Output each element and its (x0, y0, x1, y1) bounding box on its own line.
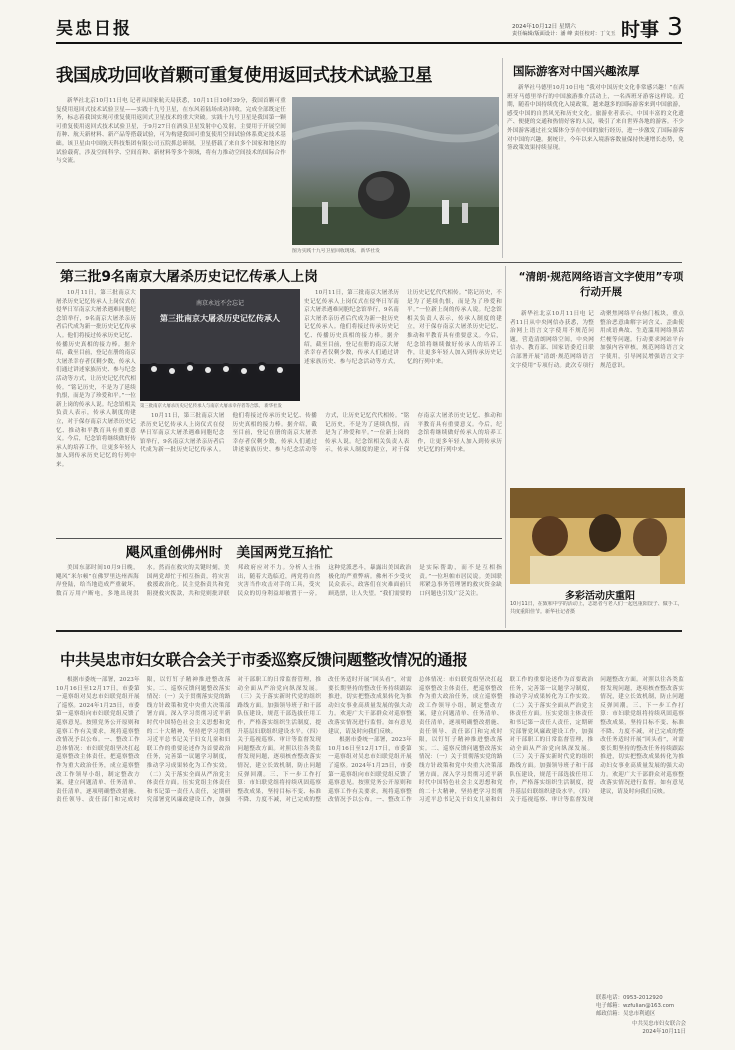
elderly-activity-scene (510, 488, 685, 584)
tourism-body: 新华社马德里10月10日电 “我对中国历史文化非常感兴趣！”在西班牙马德里举行的中国旅游推介活动上，一名西班牙游客这样说。近期，随着中国持续优化入境政策，越来越多的国际游客来到中国旅游，感受中国的自然风光和历史文化。旅游业者表示，中国丰富的文化遗产、便捷的交通和热情好客的人民，吸引了来自世界各地的游客。不少外国游客通过社交媒体分享在中国的旅行经历，进一步激发了国际游客对中国的兴趣。据统计，今年以来入境游客数量保持快速增长态势，免签政策效果持续显现。 (507, 85, 684, 152)
section-rule (56, 262, 682, 263)
issue-date: 2024年10月12日 星期六 (512, 24, 576, 30)
contact-email: 电子邮箱：wzfulian@163.com (596, 1003, 675, 1009)
inspection-body: 根据市委统一部署，2023年10月16日至12月17日，市委第一巡察组对吴忠市妇联党组开展了巡察。2024年1月25日，市委第一巡察组向市妇联党组反馈了巡察意见。按照党务公开原则和巡察工作有关要求，现将巡察整改情况予以公布。一、整改工作总体情况：市妇联党组坚决扛起巡察整改主体责任，把巡察整改作为重大政治任务，成立巡察整改工作领导小组，制定整改方案，建立问题清单、任务清单、责任清单，逐项明确整改措施、责任领导、责任部门和完成时限，以钉钉子精神推进整改落实。二、巡察反馈问题整改落实情况：（一）关于贯彻落实党的路线方针政策和党中央重大决策部署方面。深入学习贯彻习近平新时代中国特色社会主义思想和党的二十大精神，坚持把学习贯彻习近平总书记关于妇女儿童和妇联工作的重要论述作为首要政治任务，完善第一议题学习制度，推动学习成果转化为工作实效。（二）关于落实全面从严治党主体责任方面。压实党组主体责任和书记第一责任人责任，定期研究部署党风廉政建设工作，加强对干部职工的日常监督管理，推动全面从严治党向纵深发展。（三）关于落实新时代党的组织路线方面。加强领导班子和干部队伍建设，规范干部选拔任用工作，严格落实组织生活制度，提升基层妇联组织建设水平。（四）关于巡视巡察、审计等监督发现问题整改方面。对照以往各类监督发现问题，逐项核查整改落实情况，建立长效机制，防止问题反弹回潮。三、下一步工作打算：市妇联党组将持续巩固巡察整改成果，坚持目标不变、标准不降、力度不减，对已完成的整改任务适时开展“回头看”，对需要长期坚持的整改任务持续跟踪推进，切实把整改成果转化为推动妇女事业高质量发展的强大动力。欢迎广大干部群众对巡察整改落实情况进行监督。如有意见建议，请及时向我们反映。 根据市委统一部署，2023年10月16日至12月17日，市委第一巡察组对吴忠市妇联党组开展了巡察。2024年1月25日，市委第一巡察组向市妇联党组反馈了巡察意见。按照党务公开原则和巡察工作有关要求，现将巡察整改情况予以公布。一、整改工作总体情况：市妇联党组坚决扛起巡察整改主体责任，把巡察整改作为重大政治任务，成立巡察整改工作领导小组，制定整改方案，建立问题清单、任务清单、责任清单，逐项明确整改措施、责任领导、责任部门和完成时限，以钉钉子精神推进整改落实。二、巡察反馈问题整改落实情况：（一）关于贯彻落实党的路线方针政策和党中央重大决策部署方面。深入学习贯彻习近平新时代中国特色社会主义思想和党的二十大精神，坚持把学习贯彻习近平总书记关于妇女儿童和妇联工作的重要论述作为首要政治任务，完善第一议题学习制度，推动学习成果转化为工作实效。（二）关于落实全面从严治党主体责任方面。压实党组主体责任和书记第一责任人责任，定期研究部署党风廉政建设工作，加强对干部职工的日常监督管理，推动全面从严治党向纵深发展。（三）关于落实新时代党的组织路线方面。加强领导班子和干部队伍建设，规范干部选拔任用工作，严格落实组织生活制度，提升基层妇联组织建设水平。（四）关于巡视巡察、审计等监督发现问题整改方面。对照以往各类监督发现问题，逐项核查整改落实情况，建立长效机制，防止问题反弹回潮。三、下一步工作打算：市妇联党组将持续巩固巡察整改成果，坚持目标不变、标准不降、力度不减，对已完成的整改任务适时开展“回头看”，对需要长期坚持的整改任务持续跟踪推进，切实把整改成果转化为推动妇女事业高质量发展的强大动力。欢迎广大干部群众对巡察整改落实情况进行监督。如有意见建议，请及时向我们反映。 (56, 677, 684, 804)
tourism-headline: 国际游客对中国兴趣浓厚 (513, 64, 640, 78)
putonghua-body: 新华社北京10月11日电 记者11日从中央网信办获悉，为整治网上语言文字使用不规范问题，营造清朗网络空间，中央网信办、教育部、国家语委近日联合部署开展“清朗·规范网络语言文字使用”专项行动。此次专项行动聚焦网络平台热门板块，重点整治恶意曲解字词含义、歪曲使用成语典故、生造滥用网络黑话烂梗等问题。行动要求网站平台加强内容审核，规范网络语言文字使用，引导网民增强语言文字规范意识。 (510, 311, 684, 369)
nanjing-body-right: 10月11日，第三批南京大屠杀历史记忆传承人上岗仪式在侵华日军南京大屠杀遇难同胞纪念馆举行，9名南京大屠杀亲历者后代成为新一批历史记忆传承人。他们将接过传承历史记忆、传播历史真相的接力棒。据介绍，截至目前，登记在册的南京大屠杀幸存者仅剩少数，传承人们通过讲述家族历史、参与纪念活动等方式，让历史记忆代代相传。“铭记历史，不是为了延续仇恨，而是为了珍爱和平。”一位新上岗的传承人说。纪念馆相关负责人表示，传承人制度的建立，对于保存南京大屠杀历史记忆、推动和平教育具有重要意义。今后，纪念馆将继续做好传承人的培养工作，让更多年轻人加入到传承历史记忆的行列中来。 (140, 413, 502, 454)
column-divider (505, 266, 506, 628)
signature-org: 中共吴忠市妇女联合会 (632, 1021, 686, 1027)
satellite-caption: 图为实践十九号卫星回收现场。 新华社发 (292, 249, 380, 254)
newspaper-logo: 吴忠日报 (56, 19, 132, 39)
nanjing-body-top: 10月11日，第三批南京大屠杀历史记忆传承人上岗仪式在侵华日军南京大屠杀遇难同胞纪念馆举行，9名南京大屠杀亲历者后代成为新一批历史记忆传承人。他们将接过传承历史记忆、传播历史真相的接力棒。据介绍，截至目前，登记在册的南京大屠杀幸存者仅剩少数，传承人们通过讲述家族历史、参与纪念活动等方式，让历史记忆代代相传。“铭记历史，不是为了延续仇恨，而是为了珍爱和平。”一位新上岗的传承人说。纪念馆相关负责人表示，传承人制度的建立，对于保存南京大屠杀历史记忆、推动和平教育具有重要意义。今后，纪念馆将继续做好传承人的培养工作，让更多年轻人加入到传承历史记忆的行列中来。 (304, 290, 502, 365)
autumn-caption: 10月11日，在致和中学的活动上，志愿者与老人们一起包重阳饺子、做手工，共度重阳佳节。新华社记者摄 (510, 601, 683, 615)
nanjing-caption: 第三批南京大屠杀历史记忆传承人与南京大屠杀幸存者等合影。 新华社发 (140, 404, 282, 409)
nanjing-body-left: 10月11日，第三批南京大屠杀历史记忆传承人上岗仪式在侵华日军南京大屠杀遇难同胞纪念馆举行，9名南京大屠杀亲历者后代成为新一批历史记忆传承人。他们将接过传承历史记忆、传播历史真相的接力棒。据介绍，截至目前，登记在册的南京大屠杀幸存者仅剩少数，传承人们通过讲述家族历史、参与纪念活动等方式，让历史记忆代代相传。“铭记历史，不是为了延续仇恨，而是为了珍爱和平。”一位新上岗的传承人说。纪念馆相关负责人表示，传承人制度的建立，对于保存南京大屠杀历史记忆、推动和平教育具有重要意义。今后，纪念馆将继续做好传承人的培养工作，让更多年轻人加入到传承历史记忆的行列中来。 (56, 290, 136, 468)
contact-phone: 联系电话：0953-2012920 (596, 995, 663, 1001)
satellite-recovery-scene (292, 97, 499, 245)
signature-date: 2024年10月11日 (642, 1029, 686, 1035)
autumn-photo (510, 488, 685, 584)
contact-mailbox: 邮政信箱：吴忠市利通区 (596, 1011, 656, 1017)
nanjing-headline: 第三批9名南京大屠杀历史记忆传承人上岗 (60, 269, 318, 285)
section-rule (56, 630, 682, 632)
putonghua-headline-1: “清朗·规范网络语言文字使用”专项行动开展 (518, 271, 684, 298)
inspection-headline: 中共吴忠市妇女联合会关于市委巡察反馈问题整改情况的通报 (60, 651, 468, 669)
nanjing-photo (140, 289, 300, 401)
typhoon-body: 美国东部时间10月9日晚，飓风“米尔顿”在佛罗里达州西海岸登陆，给当地造成严重破坏。数百万用户断电，多地出现洪水。然而在救灾的关键时刻，美国两党却忙于相互指责，将灾害救援政治化。民主党指责共和党阻挠救灾拨款，共和党则批评联邦政府应对不力。分析人士指出，随着大选临近，两党将自然灾害当作攻击对手的工具，受灾民众的切身利益却被置于一旁。这种党派恶斗，暴露出美国政治极化的严重弊病。佛州不少受灾民众表示，政客们在灾难面前只顾选票，让人失望。“我们需要的是实际帮助，而不是互相指责。”一位坦帕市居民说。美国联邦紧急事务管理署的救灾资金缺口问题也引发广泛关注。 (56, 565, 502, 597)
section-rule (56, 538, 502, 539)
column-divider (502, 58, 503, 258)
masthead-rule (56, 42, 682, 44)
satellite-body: 新华社北京10月11日电 记者从国家航天局获悉，10月11日10时39分，我国首颗可重复使用返回式技术试验卫星——实践十九号卫星，在东风着陆场成功回收，完成全部既定任务，标志着我国实现可重复使用返回式卫星技术的重大突破。实践十九号卫星是我国第一颗可重复使用返回式技术试验卫星，于9月27日在酒泉卫星发射中心发射，主要用于开展空间育种、航天新材料、新产品等搭载试验，可为构建我国可重复使用空间试验体系奠定技术基础。该卫星由中国航天科技集团有限公司五院抓总研制，卫星搭载了来自多个国家和地区的试验载荷，涉及空间科学、空间育种、新材料等多个领域，将有力推动空间技术的国际合作与交流。 (56, 98, 286, 165)
satellite-headline: 我国成功回收首颗可重复使用返回式技术试验卫星 (56, 66, 433, 86)
inspection-contacts (596, 994, 686, 1018)
autumn-headline: 多彩活动庆重阳 (565, 591, 635, 602)
editors-line: 责任编辑/版面设计：潘 峰 责任校对：丁文玉 (512, 31, 616, 37)
photo-banner-line-2: 第三批南京大屠杀历史记忆传承人 (160, 314, 280, 323)
masthead (0, 0, 735, 42)
section-name: 时事 (621, 19, 660, 41)
page-number: 3 (667, 12, 683, 41)
inspection-signature (540, 1020, 686, 1036)
typhoon-headline: 飓风重创佛州时 美国两党互掐忙 (126, 545, 333, 561)
satellite-photo (292, 97, 499, 245)
photo-banner-line-1: 南京永远不会忘记 (195, 300, 244, 307)
